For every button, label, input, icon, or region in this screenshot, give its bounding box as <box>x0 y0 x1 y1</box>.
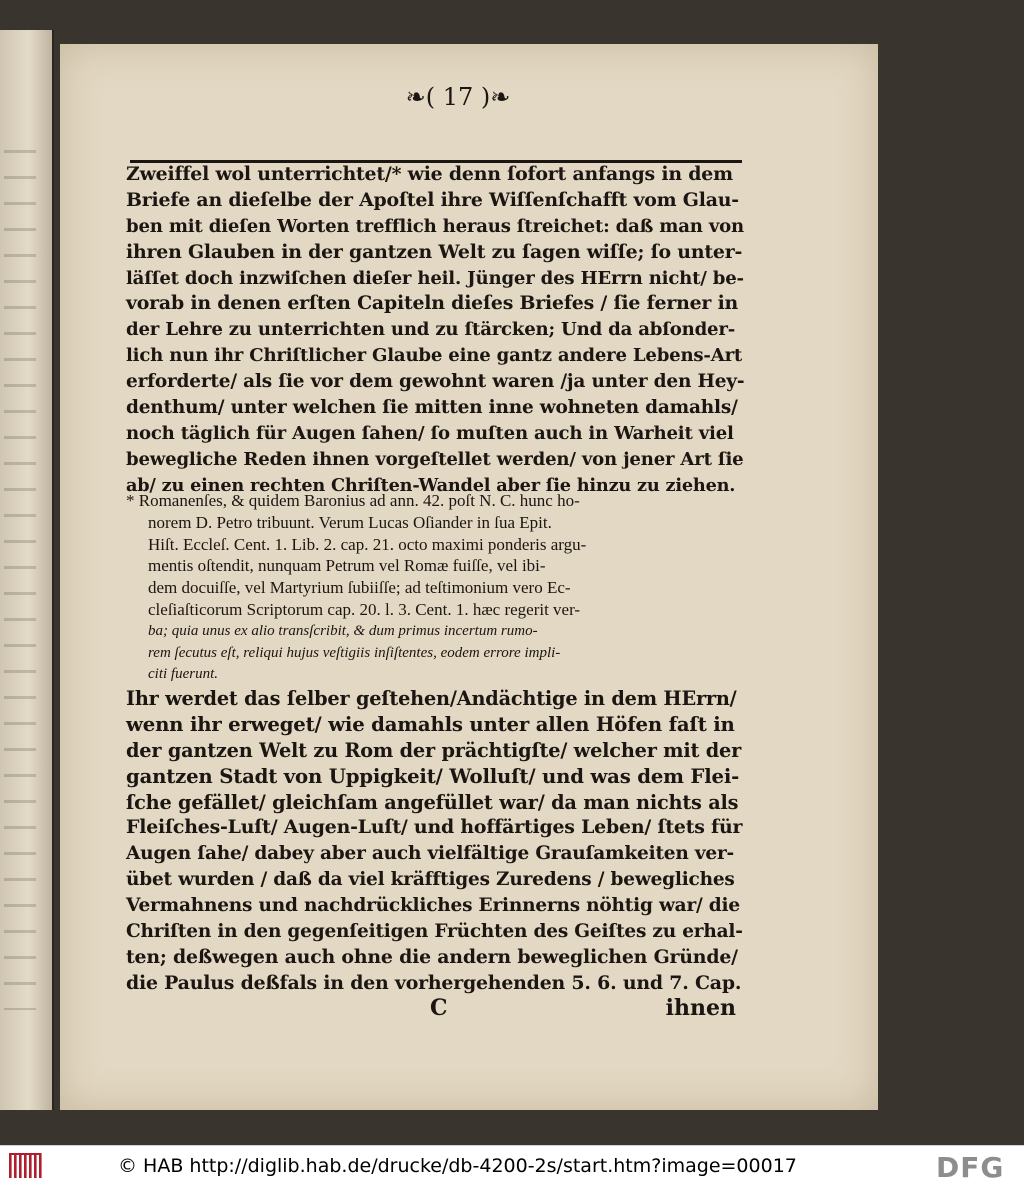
footnote-line: cleſiaſticorum Scriptorum cap. 20. l. 3. Cent. 1. hæc regerit ver- <box>148 599 581 619</box>
body-bottom-line: ſche gefället/ gleichſam angefüllet war/ da man nichts als <box>126 790 739 814</box>
body-top-line: bewegliche Reden ihnen vorgeſtellet werden/ von jener Art ſie <box>126 448 744 470</box>
body-bottom-line: Ihr werdet das ſelber geſtehen/Andächtige in dem HErrn/ <box>126 687 737 710</box>
catchword: ihnen <box>665 995 736 1021</box>
page-footer <box>126 995 744 1025</box>
body-bottom-line: der gantzen Welt zu Rom der prächtigſte/ welcher mit der <box>126 738 742 762</box>
body-top-line: Briefe an dieſelbe der Apoſtel ihre Wiſſenſchafft vom Glau- <box>126 188 739 211</box>
page-number: ❧( 17 )❧ <box>405 83 511 111</box>
body-top-line: ab/ zu einen rechten Chriſten-Wandel aber ſie hinzu zu ziehen. <box>126 474 736 496</box>
body-bottom-line: Augen ſahe/ dabey aber auch vielfältige Grauſamkeiten ver- <box>126 843 734 865</box>
footnote <box>126 490 744 686</box>
body-bottom-line: Chriſten in den gegenſeitigen Früchten des Geiſtes zu erhal- <box>126 921 743 943</box>
body-top-line: Zweiffel wol unterrichtet/* wie denn ſofort anfangs in dem <box>126 163 733 185</box>
footnote-line: ba; quia unus ex alio transſcribit, & dum primus incertum rumo- <box>148 622 538 639</box>
footnote-line: * Romanenſes, & quidem Baronius ad ann. 42. poſt N. C. hunc ho- <box>126 491 580 510</box>
body-text-bottom <box>126 686 744 997</box>
body-top-line: vorab in denen erſten Capiteln dieſes Briefes / ſie ferner in <box>126 292 739 315</box>
body-text-top <box>126 162 744 499</box>
body-top-line: denthum/ unter welchen ſie mitten inne wohneten damahls/ <box>126 397 738 419</box>
body-bottom-line: ten; deßwegen auch ohne die andern beweglichen Gründe/ <box>126 945 738 968</box>
body-bottom-line: wenn ihr erweget/ wie damahls unter allen Höfen faſt in <box>126 712 735 736</box>
hab-library-logo-icon <box>8 1152 46 1180</box>
body-top-line: erforderte/ als ſie vor dem gewohnt waren /ja unter den Hey- <box>126 371 745 393</box>
footnote-line: mentis oſtendit, nunquam Petrum vel Romæ fuiſſe, vel ibi- <box>148 556 546 576</box>
previous-page-text-edge <box>4 150 36 1010</box>
body-top-line: noch täglich für Augen ſahen/ ſo muſten auch in Warheit viel <box>126 422 734 444</box>
body-bottom-line: übet wurden / daß da viel kräfftiges Zuredens / bewegliches <box>126 869 735 891</box>
copyright-credit-link[interactable]: © HAB http://diglib.hab.de/drucke/db-4200-2s/start.htm?image=00017 <box>118 1155 797 1177</box>
footer-bar <box>0 1145 1024 1186</box>
body-top-line: ihren Glauben in der gantzen Welt zu ſagen wiſſe; ſo unter- <box>126 240 743 263</box>
body-top-line: ben mit dieſen Worten trefflich heraus ſtreichet: daß man von <box>126 215 744 237</box>
footnote-line: rem ſecutus eſt, reliqui hujus veſtigiis inſiſtentes, eodem errore impli- <box>148 644 561 661</box>
footnote-line: citi fuerunt. <box>148 666 218 683</box>
body-bottom-line: Fleiſches-Luſt/ Augen-Luſt/ und hoffärtiges Leben/ ſtets für <box>126 816 743 839</box>
body-top-line: lich nun ihr Chriſtlicher Glaube eine gantz andere Lebens-Art <box>126 345 743 367</box>
body-bottom-line: gantzen Stadt von Uppigkeit/ Wolluſt/ und was dem Flei- <box>126 764 740 788</box>
footnote-line: norem D. Petro tribuunt. Verum Lucas Oſiander in ſua Epit. <box>148 512 552 532</box>
previous-page-edge <box>0 30 54 1110</box>
footnote-line: Hiſt. Eccleſ. Cent. 1. Lib. 2. cap. 21. octo maximi ponderis argu- <box>148 534 587 554</box>
footnote-line: dem docuiſſe, vel Martyrium ſubiiſſe; ad teſtimonium vero Ec- <box>148 578 571 598</box>
body-top-line: der Lehre zu unterrichten und zu ſtärcken; Und da abſonder- <box>126 319 736 341</box>
dfg-logo: DFG <box>936 1151 1005 1184</box>
signature-mark: C <box>430 995 448 1021</box>
body-top-line: läſſet doch inzwiſchen dieſer heil. Jünger des HErrn nicht/ be- <box>126 267 744 289</box>
body-bottom-line: Vermahnens und nachdrückliches Erinnerns nöhtig war/ die <box>126 895 740 917</box>
body-bottom-line: die Paulus deßfals in den vorhergehenden 5. 6. und 7. Cap. <box>126 971 742 994</box>
